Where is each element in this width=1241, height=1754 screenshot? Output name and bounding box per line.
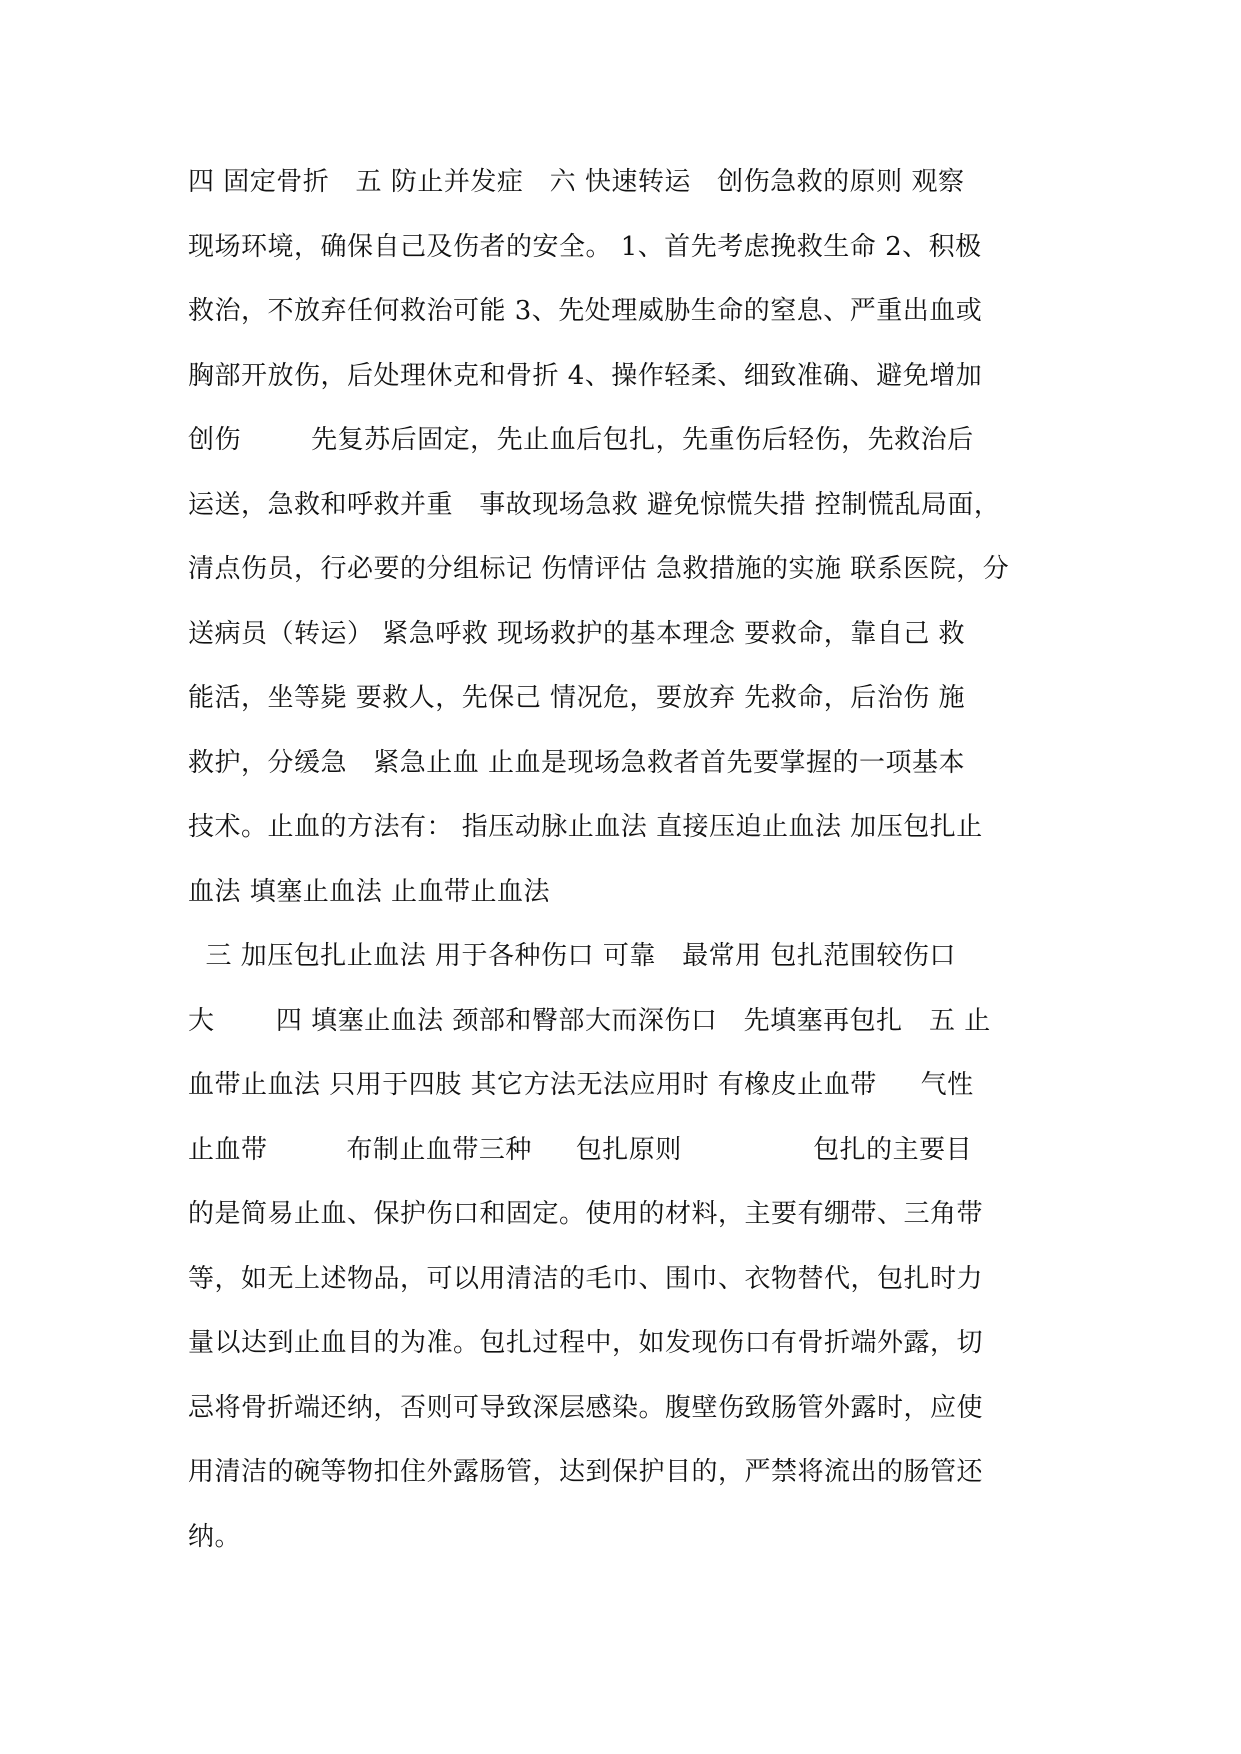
text-line: 能活，坐等毙 要救人，先保己 情况危，要放弃 先救命，后治伤 施 bbox=[188, 683, 966, 713]
text-line: 三 加压包扎止血法 用于各种伤口 可靠 最常用 包扎范围较伤口 bbox=[188, 941, 956, 971]
text-line: 救治，不放弃任何救治可能 3、先处理威胁生命的窒息、严重出血或 bbox=[188, 296, 983, 326]
text-line: 等，如无上述物品，可以用清洁的毛巾、围巾、衣物替代，包扎时力 bbox=[188, 1263, 984, 1294]
text-line: 救护，分缓急 紧急止血 止血是现场急救者首先要掌握的一项基本 bbox=[188, 747, 966, 778]
text-line: 胸部开放伤，后处理休克和骨折 4、操作轻柔、细致准确、避免增加 bbox=[188, 360, 983, 391]
text-line: 止血带 布制止血带三种 包扎原则 包扎的主要目 bbox=[188, 1134, 973, 1165]
body-text bbox=[188, 162, 1068, 1581]
text-line: 送病员（转运） 紧急呼救 现场救护的基本理念 要救命，靠自己 救 bbox=[188, 618, 966, 649]
text-line: 忌将骨折端还纳，否则可导致深层感染。腹壁伤致肠管外露时，应使 bbox=[188, 1392, 984, 1423]
text-line: 大 四 填塞止血法 颈部和臀部大而深伤口 先填塞再包扎 五 止 bbox=[188, 1005, 991, 1036]
text-line: 四 固定骨折 五 防止并发症 六 快速转运 创伤急救的原则 观察 bbox=[188, 167, 965, 197]
text-line: 用清洁的碗等物扣住外露肠管，达到保护目的，严禁将流出的肠管还 bbox=[188, 1457, 984, 1487]
text-line: 清点伤员，行必要的分组标记 伤情评估 急救措施的实施 联系医院，分 bbox=[188, 554, 1010, 584]
text-line: 现场环境，确保自己及伤者的安全。 1、首先考虑挽救生命 2、积极 bbox=[188, 231, 982, 262]
text-line: 血带止血法 只用于四肢 其它方法无法应用时 有橡皮止血带 气性 bbox=[188, 1070, 974, 1100]
text-line: 量以达到止血目的为准。包扎过程中，如发现伤口有骨折端外露，切 bbox=[188, 1328, 984, 1358]
text-line: 技术。止血的方法有： 指压动脉止血法 直接压迫止血法 加压包扎止 bbox=[188, 812, 983, 842]
text-line: 纳。 bbox=[188, 1521, 242, 1552]
text-line: 运送，急救和呼救并重 事故现场急救 避免惊慌失措 控制慌乱局面， bbox=[188, 489, 1001, 520]
text-line: 创伤 先复苏后固定，先止血后包扎，先重伤后轻伤，先救治后 bbox=[188, 425, 974, 455]
text-line: 血法 填塞止血法 止血带止血法 bbox=[188, 876, 551, 907]
text-line: 的是简易止血、保护伤口和固定。使用的材料，主要有绷带、三角带 bbox=[188, 1199, 984, 1229]
